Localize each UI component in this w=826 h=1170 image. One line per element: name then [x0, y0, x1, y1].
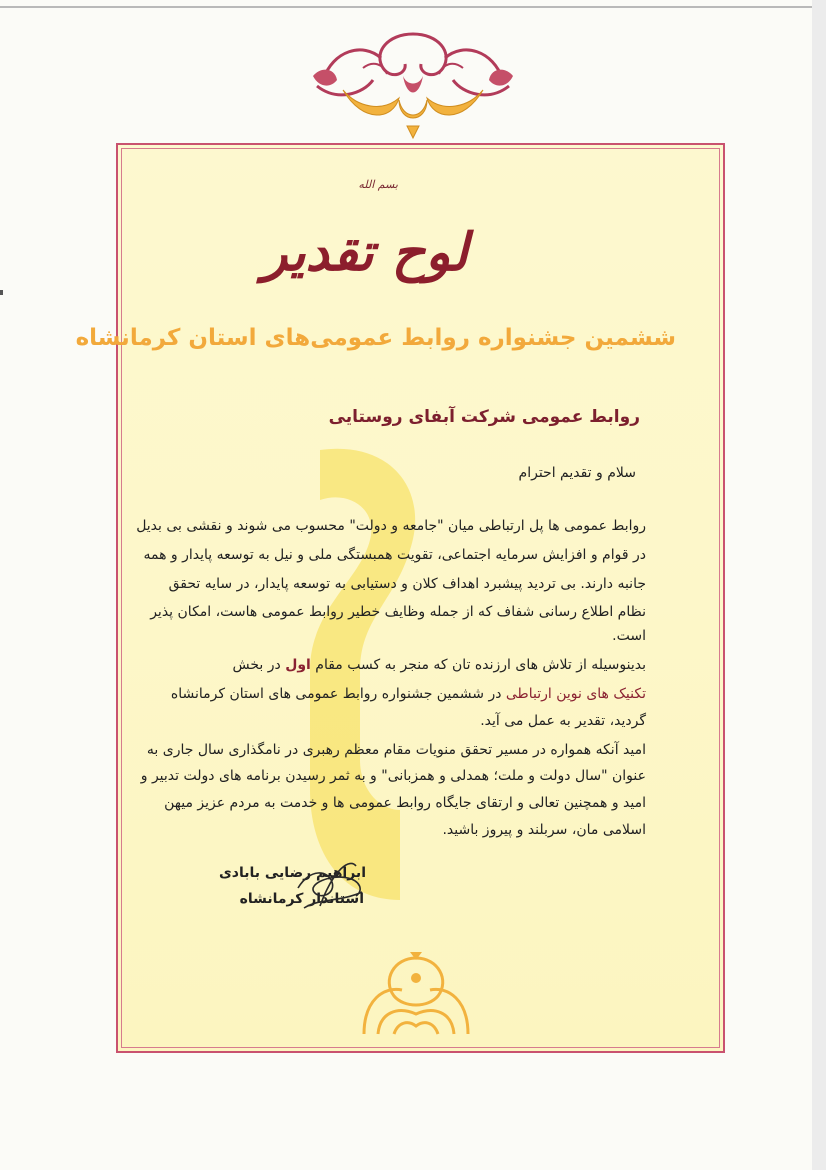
- signer-title: استاندار کرمانشاه: [239, 891, 364, 907]
- paragraph-2-line-1: [233, 657, 647, 673]
- paragraph-2-text: در بخش: [232, 657, 286, 673]
- paragraph-2-line-3: گردید، تقدیر به عمل می آید.: [480, 713, 646, 729]
- paragraph-1-line: در قوام و افزایش سرمایه اجتماعی، تقویت همبستگی ملی و نیل به توسعه پایدار و همه: [143, 547, 646, 563]
- paragraph-2-text: بدینوسیله از تلاش های ارزنده تان که منجر به کسب مقام: [310, 657, 646, 673]
- signature-icon: [290, 848, 370, 920]
- paragraph-1-line: است.: [612, 628, 646, 644]
- paragraph-2-text: در ششمین جشنواره روابط عمومی های استان کرمانشاه: [170, 686, 506, 702]
- paragraph-1-line: نظام اطلاع رسانی شفاف که از جمله وظایف خطیر روابط عمومی هاست، امکان پذیر: [150, 604, 646, 620]
- greeting: سلام و تقدیم احترام: [518, 465, 636, 481]
- festival-subtitle: ششمین جشنواره روابط عمومی‌های استان کرمانشاه: [75, 325, 676, 351]
- paragraph-3-line: اسلامی مان، سربلند و پیروز باشید.: [442, 822, 646, 838]
- recipient: روابط عمومی شرکت آبفای روستایی: [328, 407, 640, 427]
- paragraph-3-line: امید و همچنین تعالی و ارتقای جایگاه روابط عمومی ها و خدمت به مردم عزیز میهن: [164, 795, 646, 811]
- award-category: تکنیک های نوین ارتباطی: [505, 686, 646, 702]
- basmala: بسم الله: [358, 178, 398, 191]
- paragraph-3-line: امید آنکه همواره در مسیر تحقق منویات مقام معظم رهبری در نامگذاری سال جاری به: [146, 742, 646, 758]
- signer-name: ابراهیم رضایی بابادی: [218, 865, 366, 881]
- award-rank: اول: [285, 657, 311, 673]
- certificate-title: لوح تقدیر: [262, 222, 468, 283]
- paragraph-3-line: عنوان "سال دولت و ملت؛ همدلی و همزبانی" و به ثمر رسیدن برنامه های دولت تدبیر و: [140, 768, 646, 784]
- paragraph-1-line: جانبه دارند. بی تردید پیشبرد اهداف کلان و دستیابی به توسعه پایدار، در سایه تحقق: [168, 576, 646, 592]
- paragraph-2-line-2: [171, 686, 646, 702]
- paragraph-1-line: روابط عمومی ها پل ارتباطی میان "جامعه و دولت" محسوب می شوند و نقشی بی بدیل: [136, 518, 646, 534]
